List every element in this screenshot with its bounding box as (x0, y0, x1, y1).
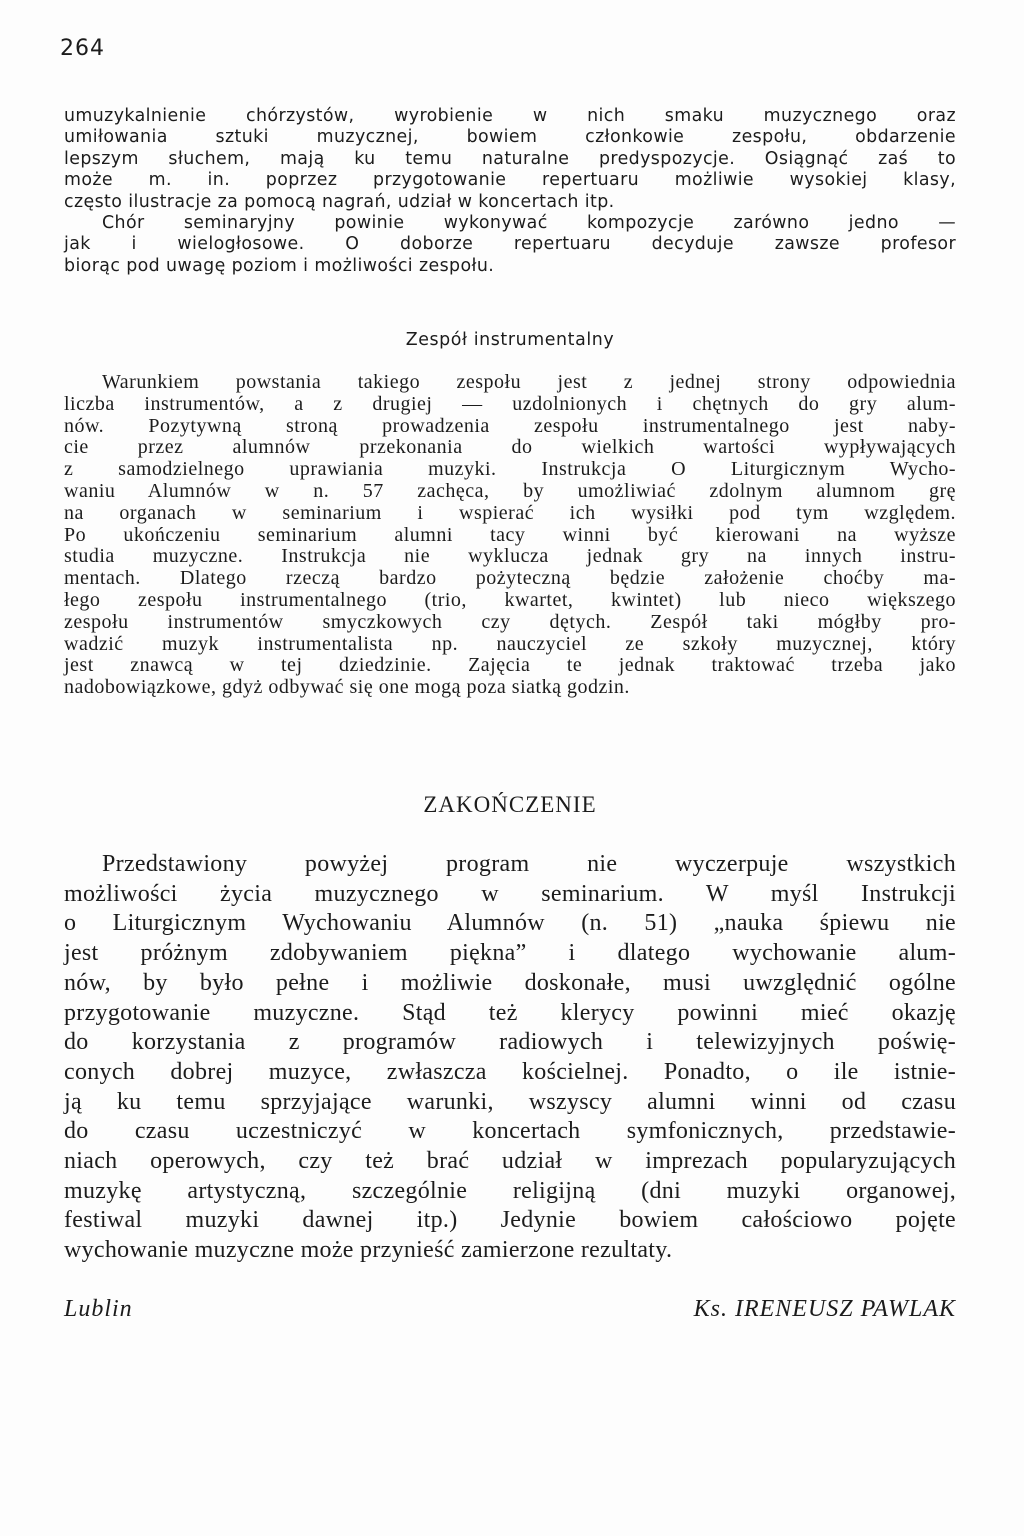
text-line: nów, by było pełne i możliwie doskonałe, musi uwzględnić ogólne (64, 969, 956, 996)
text-line: wadzić muzyk instrumentalista np. nauczyciel ze szkoły muzycznej, który (64, 632, 956, 655)
text-line: waniu Alumnów w n. 57 zachęca, by umożliwiać zdolnym alumnom grę (64, 479, 956, 502)
section-heading-instrumental: Zespół instrumentalny (405, 330, 615, 350)
text-line: łego zespołu instrumentalnego (trio, kwartet, kwintet) lub nieco większego (64, 588, 956, 611)
text-line: ją ku temu sprzyjające warunki, wszyscy alumni winni od czasu (64, 1088, 956, 1115)
text-line: muzykę artystyczną, szczególnie religijną (dni muzyki organowej, (64, 1177, 956, 1204)
text-line: możliwości życia muzycznego w seminarium. W myśl Instrukcji (64, 880, 956, 907)
text-line: często ilustracje za pomocą nagrań, udział w koncertach itp. (64, 191, 615, 212)
text-line: studia muzyczne. Instrukcja nie wyklucza jednak gry na innych instru- (64, 545, 956, 568)
text-line: liczba instrumentów, a z drugiej — uzdolnionych i chętnych do gry alum- (64, 392, 956, 415)
signature-place: Lublin (64, 1296, 133, 1322)
text-line: nadobowiązkowe, gdyż odbywać się one mogą poza siatką godzin. (64, 676, 630, 699)
text-line: cie przez alumnów przekonania do wielkich wartości wypływających (64, 436, 956, 459)
text-line: jest znawcą w tej dziedzinie. Zajęcia te jednak traktować trzeba jako (64, 654, 956, 677)
text-line: zespołu instrumentów smyczkowych czy dętych. Zespół taki mógłby pro- (64, 610, 956, 633)
text-line: przygotowanie muzyczne. Stąd też klerycy powinni mieć okazję (64, 999, 956, 1026)
text-line: do korzystania z programów radiowych i telewizyjnych poświę- (64, 1029, 956, 1056)
text-line: umiłowania sztuki muzycznej, bowiem członkowie zespołu, obdarzenie (64, 127, 956, 148)
signature-author: Ks. IRENEUSZ PAWLAK (693, 1296, 956, 1322)
text-line: Warunkiem powstania takiego zespołu jest z jednej strony odpowiednia (102, 371, 956, 393)
text-line: jak i wielogłosowe. O doborze repertuaru decyduje zawsze profesor (64, 234, 956, 255)
text-line: nów. Pozytywną stroną prowadzenia zespołu instrumentalnego jest naby- (64, 414, 956, 437)
text-line: może m. in. poprzez przygotowanie repertuaru możliwie wysokiej klasy, (64, 170, 956, 191)
text-line: o Liturgicznym Wychowaniu Alumnów (n. 51) „nauka śpiewu nie (64, 910, 956, 937)
section-heading-conclusion: ZAKOŃCZENIE (423, 792, 597, 817)
text-line: conych dobrej muzyce, zwłaszcza kościelnej. Ponadto, o ile istnie- (64, 1058, 956, 1085)
text-line: niach operowych, czy też brać udział w imprezach popularyzujących (64, 1148, 956, 1175)
text-line: jest próżnym zdobywaniem piękna” i dlatego wychowanie alum- (64, 940, 956, 967)
conclusion-paragraph (64, 850, 956, 1266)
text-line: Chór seminaryjny powinie wykonywać kompozycje zarówno jedno — (102, 213, 956, 234)
text-line: biorąc pod uwagę poziom i możliwości zespołu. (64, 255, 495, 276)
text-line: umuzykalnienie chórzystów, wyrobienie w nich smaku muzycznego oraz (64, 106, 956, 126)
text-line: Po ukończeniu seminarium alumni tacy winni być kierowani na wyższe (64, 523, 956, 546)
text-line: Przedstawiony powyżej program nie wyczerpuje wszystkich (102, 851, 956, 877)
text-line: wychowanie muzyczne może przynieść zamierzone rezultaty. (64, 1237, 673, 1264)
text-line: festiwal muzyki dawnej itp.) Jedynie bowiem całościowo pojęte (64, 1207, 956, 1234)
text-line: na organach w seminarium i wspierać ich wysiłki pod tym względem. (64, 501, 956, 524)
text-line: do czasu uczestniczyć w koncertach symfonicznych, przedstawie- (64, 1118, 956, 1145)
text-line: mentach. Dlatego rzeczą bardzo pożyteczną będzie założenie choćby ma- (64, 567, 956, 590)
page-number: 264 (60, 36, 105, 61)
instrumental-paragraph (64, 372, 956, 699)
text-line: z samodzielnego uprawiania muzyki. Instrukcja O Liturgicznym Wycho- (64, 458, 956, 481)
choir-paragraph (64, 106, 956, 277)
text-line: lepszym słuchem, mają ku temu naturalne predyspozycje. Osiągnąć zaś to (64, 148, 956, 169)
